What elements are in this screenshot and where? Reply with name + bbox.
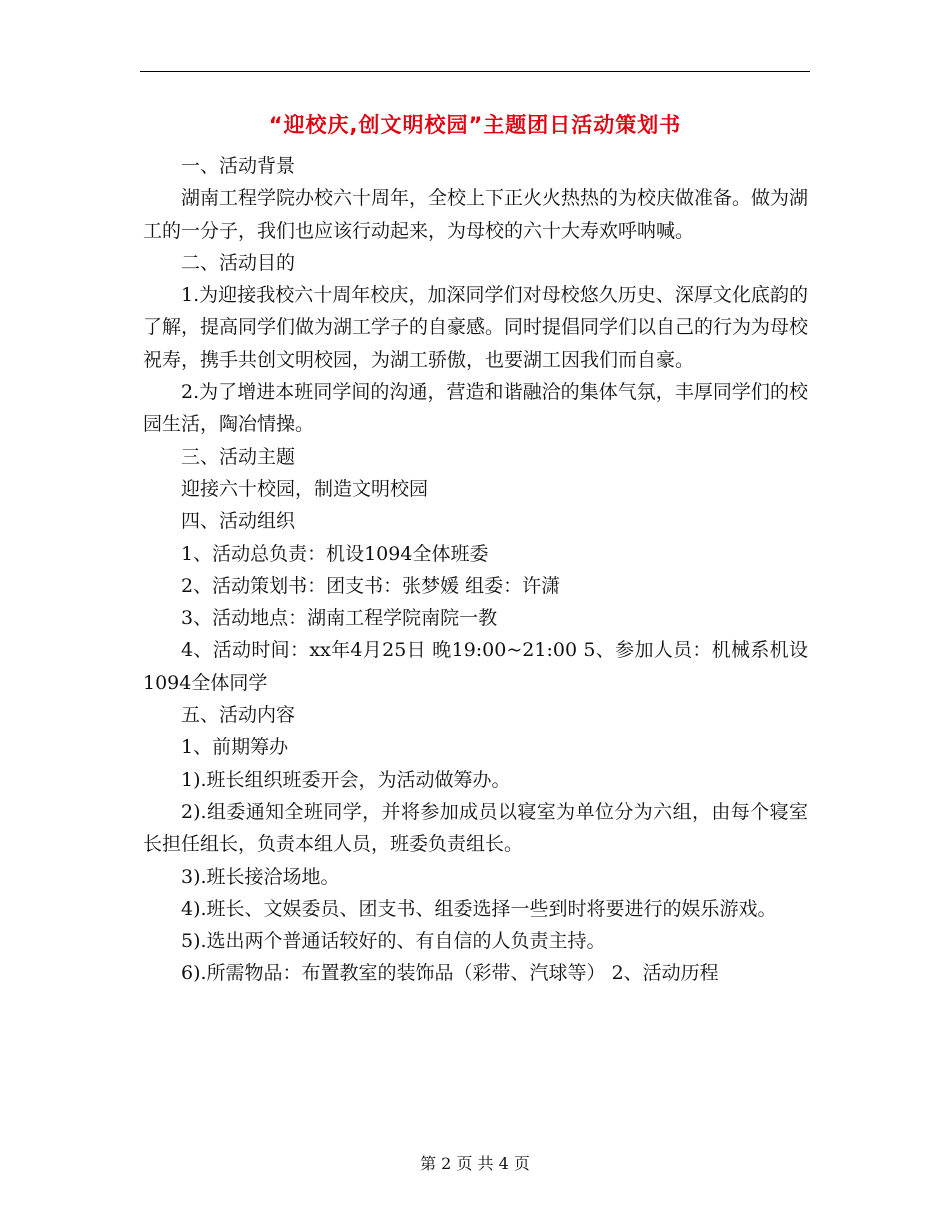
prep-item-2: 2).组委通知全班同学，并将参加成员以寝室为单位分为六组，由每个寝室长担任组长，负责本组人员，班委负责组长。 — [143, 800, 808, 856]
section-heading-organization: 四、活动组织 — [181, 510, 296, 533]
org-item-leader: 1、活动总负责：机设1094全体班委 — [181, 542, 489, 565]
org-item-location: 3、活动地点：湖南工程学院南院一教 — [181, 607, 498, 630]
paragraph-purpose-1: 1.为迎接我校六十周年校庆，加深同学们对母校悠久历史、深厚文化底韵的了解，提高同学们做为湖工学子的自豪感。同时提倡同学们以自己的行为为母校祝寿，携手共创文明校园，为湖工骄傲，也要湖工因我们而自豪。 — [143, 284, 809, 371]
paragraph-purpose-2: 2.为了增进本班同学间的沟通，营造和谐融洽的集体气氛，丰厚同学们的校园生活，陶冶情操。 — [143, 381, 808, 436]
section-heading-theme: 三、活动主题 — [181, 445, 296, 468]
prep-item-6: 6).所需物品：布置教室的装饰品（彩带、汽球等） 2、活动历程 — [181, 962, 719, 985]
prep-item-5: 5).选出两个普通话较好的、有自信的人负责主持。 — [181, 930, 606, 953]
page-footer — [0, 1152, 950, 1176]
prep-item-3: 3).班长接洽场地。 — [181, 865, 340, 888]
paragraph-background: 湖南工程学院办校六十周年，全校上下正火火热热的为校庆做准备。做为湖工的一分子，我们也应该行动起来，为母校的六十大寿欢呼呐喊。 — [143, 187, 809, 242]
document-body — [143, 150, 808, 990]
org-item-time-participants: 4、活动时间：xx年4月25日 晚19:00~21:00 5、参加人员：机械系机设1094全体同学 — [143, 639, 808, 694]
section-heading-purpose: 二、活动目的 — [181, 251, 296, 274]
section-heading-background: 一、活动背景 — [181, 155, 296, 177]
section-heading-content: 五、活动内容 — [181, 704, 296, 727]
prep-item-4: 4).班长、文娱委员、团支书、组委选择一些到时将要进行的娱乐游戏。 — [181, 897, 777, 920]
header-rule — [140, 71, 810, 72]
document-title: “迎校庆,创文明校园”主题团日活动策划书 — [268, 113, 682, 137]
org-item-planner: 2、活动策划书：团支书：张梦媛 组委：许潇 — [181, 574, 561, 597]
paragraph-theme: 迎接六十校园，制造文明校园 — [181, 477, 429, 500]
prep-item-1: 1).班长组织班委开会，为活动做筹办。 — [181, 768, 511, 791]
subheading-preparation: 1、前期筹办 — [181, 736, 289, 759]
page-number: 第 2 页 共 4 页 — [420, 1154, 530, 1173]
